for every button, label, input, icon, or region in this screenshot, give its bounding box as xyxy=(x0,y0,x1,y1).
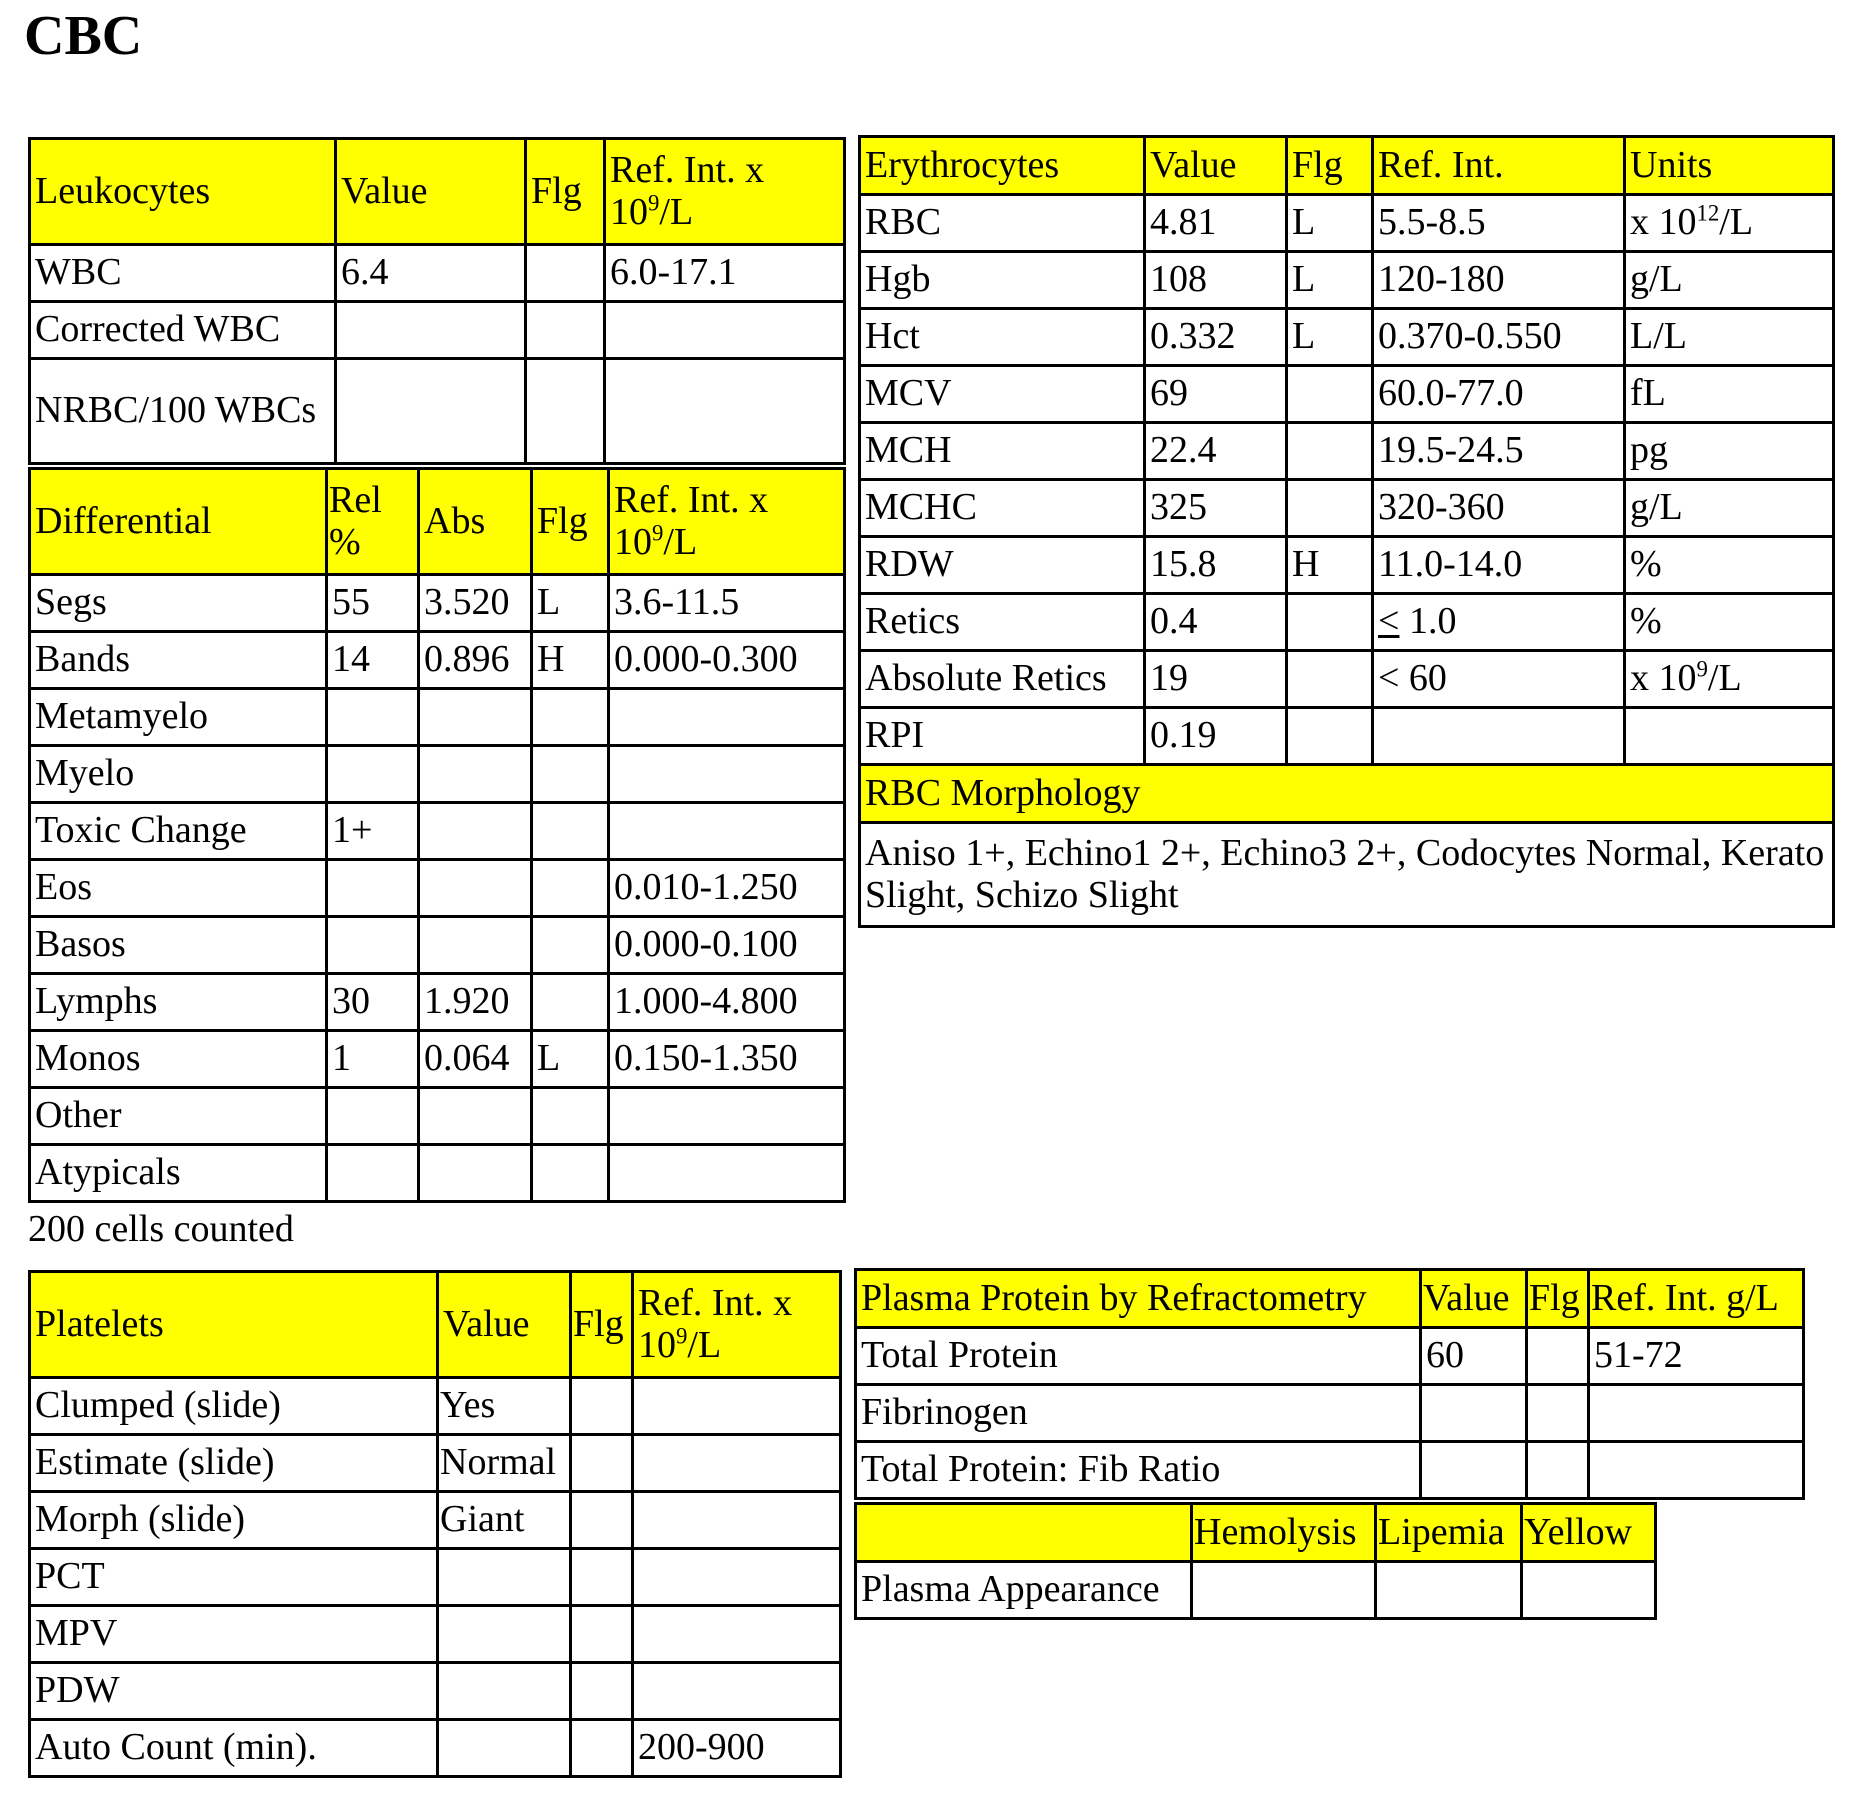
row-ref xyxy=(633,1378,841,1435)
rel-percent xyxy=(327,1145,419,1202)
rbc-morphology-header: RBC Morphology xyxy=(860,765,1834,823)
row-value: 22.4 xyxy=(1145,423,1287,480)
table-row xyxy=(860,537,1834,594)
leukocytes-header: Leukocytes xyxy=(30,139,336,245)
row-label: NRBC/100 WBCs xyxy=(30,359,336,464)
row-ref xyxy=(609,1088,845,1145)
flag-header: Flg xyxy=(1527,1270,1589,1328)
leukocytes-table xyxy=(28,137,846,465)
abs-value: 3.520 xyxy=(419,575,532,632)
abs-value xyxy=(419,1088,532,1145)
table-row xyxy=(30,1031,845,1088)
value-header: Value xyxy=(336,139,526,245)
rel-percent: 55 xyxy=(327,575,419,632)
row-ref: 1.000-4.800 xyxy=(609,974,845,1031)
row-value: Normal xyxy=(438,1435,571,1492)
row-units: x $10^{12}/L$ xyxy=(1625,195,1834,252)
ref-interval-header: Ref. Int. x $10^9/L$ xyxy=(633,1272,841,1378)
rel-percent xyxy=(327,746,419,803)
row-label: Atypicals xyxy=(30,1145,327,1202)
units-header: Units xyxy=(1625,137,1834,195)
table-row xyxy=(860,480,1834,537)
row-label: Plasma Appearance xyxy=(856,1562,1192,1619)
rel-percent: 1+ xyxy=(327,803,419,860)
table-row xyxy=(30,1378,841,1435)
row-label: Corrected WBC xyxy=(30,302,336,359)
row-ref xyxy=(609,689,845,746)
row-flag xyxy=(532,746,609,803)
row-flag xyxy=(532,860,609,917)
hemolysis-value xyxy=(1192,1562,1376,1619)
row-flag xyxy=(571,1549,633,1606)
row-ref: 0.010-1.250 xyxy=(609,860,845,917)
row-label: Total Protein: Fib Ratio xyxy=(856,1442,1421,1499)
row-label: WBC xyxy=(30,245,336,302)
row-label: PDW xyxy=(30,1663,438,1720)
row-units: % xyxy=(1625,537,1834,594)
rel-percent xyxy=(327,1088,419,1145)
row-label: Lymphs xyxy=(30,974,327,1031)
row-value: 69 xyxy=(1145,366,1287,423)
row-ref: 0.150-1.350 xyxy=(609,1031,845,1088)
row-label: Hgb xyxy=(860,252,1145,309)
table-row xyxy=(856,1562,1656,1619)
row-label: MCV xyxy=(860,366,1145,423)
row-flag: L xyxy=(1287,252,1373,309)
row-ref: < 60 xyxy=(1373,651,1625,708)
row-flag: L xyxy=(1287,195,1373,252)
row-ref xyxy=(609,1145,845,1202)
rel-percent xyxy=(327,860,419,917)
row-flag: H xyxy=(532,632,609,689)
row-flag xyxy=(526,245,605,302)
row-ref: 60.0-77.0 xyxy=(1373,366,1625,423)
row-value: 19 xyxy=(1145,651,1287,708)
row-units: fL xyxy=(1625,366,1834,423)
row-value: 6.4 xyxy=(336,245,526,302)
table-row xyxy=(860,309,1834,366)
row-value xyxy=(438,1663,571,1720)
row-ref: 5.5-8.5 xyxy=(1373,195,1625,252)
row-flag xyxy=(571,1378,633,1435)
row-flag xyxy=(526,302,605,359)
rel-percent: 1 xyxy=(327,1031,419,1088)
row-flag: H xyxy=(1287,537,1373,594)
row-flag xyxy=(532,917,609,974)
row-ref xyxy=(605,302,845,359)
flag-header: Flg xyxy=(571,1272,633,1378)
row-flag xyxy=(1287,423,1373,480)
differential-table xyxy=(28,467,846,1203)
table-row xyxy=(856,1328,1804,1385)
row-units: g/L xyxy=(1625,480,1834,537)
ref-interval-header: Ref. Int. g/L xyxy=(1589,1270,1804,1328)
cells-counted-note: 200 cells counted xyxy=(28,1208,294,1250)
plasma-appearance-table xyxy=(854,1502,1657,1620)
table-row xyxy=(860,252,1834,309)
table-row xyxy=(30,1549,841,1606)
row-flag: L xyxy=(532,575,609,632)
row-label: MCH xyxy=(860,423,1145,480)
value-header: Value xyxy=(438,1272,571,1378)
row-ref: 0.000-0.300 xyxy=(609,632,845,689)
row-ref: 51-72 xyxy=(1589,1328,1804,1385)
row-value xyxy=(438,1549,571,1606)
row-flag xyxy=(1287,651,1373,708)
row-value xyxy=(438,1606,571,1663)
yellow-header: Yellow xyxy=(1522,1504,1656,1562)
abs-value: 1.920 xyxy=(419,974,532,1031)
row-label: RDW xyxy=(860,537,1145,594)
row-ref xyxy=(609,746,845,803)
row-flag xyxy=(571,1492,633,1549)
table-row xyxy=(30,689,845,746)
row-value: 0.332 xyxy=(1145,309,1287,366)
table-row xyxy=(30,974,845,1031)
table-row xyxy=(860,366,1834,423)
row-units: g/L xyxy=(1625,252,1834,309)
row-flag xyxy=(571,1720,633,1777)
row-units: % xyxy=(1625,594,1834,651)
abs-value: 0.064 xyxy=(419,1031,532,1088)
row-flag xyxy=(1527,1385,1589,1442)
table-row xyxy=(860,708,1834,765)
row-ref: 0.000-0.100 xyxy=(609,917,845,974)
table-row xyxy=(860,651,1834,708)
table-row xyxy=(30,1145,845,1202)
row-flag xyxy=(1527,1442,1589,1499)
row-flag: L xyxy=(1287,309,1373,366)
row-value: 108 xyxy=(1145,252,1287,309)
abs-value xyxy=(419,689,532,746)
row-flag xyxy=(532,803,609,860)
row-value: Giant xyxy=(438,1492,571,1549)
row-value xyxy=(1421,1385,1527,1442)
table-row xyxy=(30,746,845,803)
table-row xyxy=(30,803,845,860)
ref-interval-header: Ref. Int. x $10^9/L$ xyxy=(609,469,845,575)
row-flag xyxy=(532,1145,609,1202)
table-row xyxy=(30,1606,841,1663)
row-ref xyxy=(633,1549,841,1606)
row-label: Estimate (slide) xyxy=(30,1435,438,1492)
row-flag xyxy=(1287,708,1373,765)
row-units: pg xyxy=(1625,423,1834,480)
table-row xyxy=(30,917,845,974)
row-flag xyxy=(571,1606,633,1663)
row-ref: 6.0-17.1 xyxy=(605,245,845,302)
table-row xyxy=(860,423,1834,480)
row-label: Monos xyxy=(30,1031,327,1088)
row-label: Bands xyxy=(30,632,327,689)
row-label: MPV xyxy=(30,1606,438,1663)
row-label: RPI xyxy=(860,708,1145,765)
table-row xyxy=(856,1442,1804,1499)
platelets-header: Platelets xyxy=(30,1272,438,1378)
erythrocytes-table xyxy=(858,135,1835,928)
row-ref: < 1.0 xyxy=(1373,594,1625,651)
row-ref: 11.0-14.0 xyxy=(1373,537,1625,594)
row-ref xyxy=(609,803,845,860)
row-flag xyxy=(526,359,605,464)
value-header: Value xyxy=(1421,1270,1527,1328)
row-ref xyxy=(633,1492,841,1549)
row-flag: L xyxy=(532,1031,609,1088)
row-label: PCT xyxy=(30,1549,438,1606)
table-row xyxy=(30,359,845,464)
row-value: Yes xyxy=(438,1378,571,1435)
row-label: Auto Count (min). xyxy=(30,1720,438,1777)
erythrocytes-header: Erythrocytes xyxy=(860,137,1145,195)
row-units xyxy=(1625,708,1834,765)
row-label: Myelo xyxy=(30,746,327,803)
row-flag xyxy=(1287,480,1373,537)
ref-interval-header: Ref. Int. xyxy=(1373,137,1625,195)
rbc-morphology-text: Aniso 1+, Echino1 2+, Echino3 2+, Codocytes Normal, Kerato Slight, Schizo Slight xyxy=(860,823,1834,927)
rel-percent: 30 xyxy=(327,974,419,1031)
row-value: 15.8 xyxy=(1145,537,1287,594)
row-value: 325 xyxy=(1145,480,1287,537)
table-row xyxy=(860,594,1834,651)
platelets-table xyxy=(28,1270,842,1778)
row-value xyxy=(1421,1442,1527,1499)
rel-percent-header: Rel % xyxy=(327,469,419,575)
row-label: Fibrinogen xyxy=(856,1385,1421,1442)
abs-value xyxy=(419,746,532,803)
row-ref xyxy=(1589,1442,1804,1499)
plasma-protein-table xyxy=(854,1268,1805,1500)
row-flag xyxy=(1287,594,1373,651)
plasma-protein-header: Plasma Protein by Refractometry xyxy=(856,1270,1421,1328)
table-row xyxy=(856,1385,1804,1442)
row-value: 0.4 xyxy=(1145,594,1287,651)
row-flag xyxy=(571,1663,633,1720)
row-ref: 0.370-0.550 xyxy=(1373,309,1625,366)
row-ref xyxy=(633,1606,841,1663)
row-value xyxy=(336,302,526,359)
table-row xyxy=(30,1435,841,1492)
abs-value xyxy=(419,1145,532,1202)
flag-header: Flg xyxy=(1287,137,1373,195)
lipemia-value xyxy=(1376,1562,1522,1619)
row-value xyxy=(336,359,526,464)
abs-value xyxy=(419,860,532,917)
row-flag xyxy=(571,1435,633,1492)
row-ref xyxy=(1373,708,1625,765)
row-label: Morph (slide) xyxy=(30,1492,438,1549)
row-label: Basos xyxy=(30,917,327,974)
row-value xyxy=(438,1720,571,1777)
plasma-appearance-blank-header xyxy=(856,1504,1192,1562)
lipemia-header: Lipemia xyxy=(1376,1504,1522,1562)
row-label: RBC xyxy=(860,195,1145,252)
row-ref: 200-900 xyxy=(633,1720,841,1777)
table-row xyxy=(30,1720,841,1777)
table-row xyxy=(30,632,845,689)
row-label: Segs xyxy=(30,575,327,632)
row-flag xyxy=(1287,366,1373,423)
row-label: Other xyxy=(30,1088,327,1145)
flag-header: Flg xyxy=(532,469,609,575)
abs-value: 0.896 xyxy=(419,632,532,689)
row-flag xyxy=(532,1088,609,1145)
row-value: 0.19 xyxy=(1145,708,1287,765)
row-units: L/L xyxy=(1625,309,1834,366)
rel-percent xyxy=(327,689,419,746)
row-label: Retics xyxy=(860,594,1145,651)
row-label: Total Protein xyxy=(856,1328,1421,1385)
table-row xyxy=(30,1663,841,1720)
abs-value xyxy=(419,917,532,974)
row-ref xyxy=(633,1663,841,1720)
page-title: CBC xyxy=(24,5,143,67)
table-row xyxy=(30,860,845,917)
table-row xyxy=(860,195,1834,252)
rel-percent: 14 xyxy=(327,632,419,689)
row-label: Eos xyxy=(30,860,327,917)
row-ref: 3.6-11.5 xyxy=(609,575,845,632)
table-row xyxy=(30,1492,841,1549)
abs-value xyxy=(419,803,532,860)
table-row xyxy=(30,575,845,632)
row-units: x $10^9/L$ xyxy=(1625,651,1834,708)
row-ref xyxy=(633,1435,841,1492)
row-label: Toxic Change xyxy=(30,803,327,860)
row-flag xyxy=(1527,1328,1589,1385)
row-value: 4.81 xyxy=(1145,195,1287,252)
row-ref xyxy=(605,359,845,464)
flag-header: Flg xyxy=(526,139,605,245)
row-label: Hct xyxy=(860,309,1145,366)
row-label: Metamyelo xyxy=(30,689,327,746)
rel-percent xyxy=(327,917,419,974)
abs-header: Abs xyxy=(419,469,532,575)
row-ref: 120-180 xyxy=(1373,252,1625,309)
row-ref: 320-360 xyxy=(1373,480,1625,537)
table-row xyxy=(30,245,845,302)
hemolysis-header: Hemolysis xyxy=(1192,1504,1376,1562)
yellow-value xyxy=(1522,1562,1656,1619)
row-value: 60 xyxy=(1421,1328,1527,1385)
row-label: MCHC xyxy=(860,480,1145,537)
row-label: Clumped (slide) xyxy=(30,1378,438,1435)
differential-header: Differential xyxy=(30,469,327,575)
row-flag xyxy=(532,974,609,1031)
row-flag xyxy=(532,689,609,746)
ref-interval-header: Ref. Int. x $10^9/L$ xyxy=(605,139,845,245)
row-ref xyxy=(1589,1385,1804,1442)
row-label: Absolute Retics xyxy=(860,651,1145,708)
table-row xyxy=(30,1088,845,1145)
value-header: Value xyxy=(1145,137,1287,195)
table-row xyxy=(30,302,845,359)
row-ref: 19.5-24.5 xyxy=(1373,423,1625,480)
